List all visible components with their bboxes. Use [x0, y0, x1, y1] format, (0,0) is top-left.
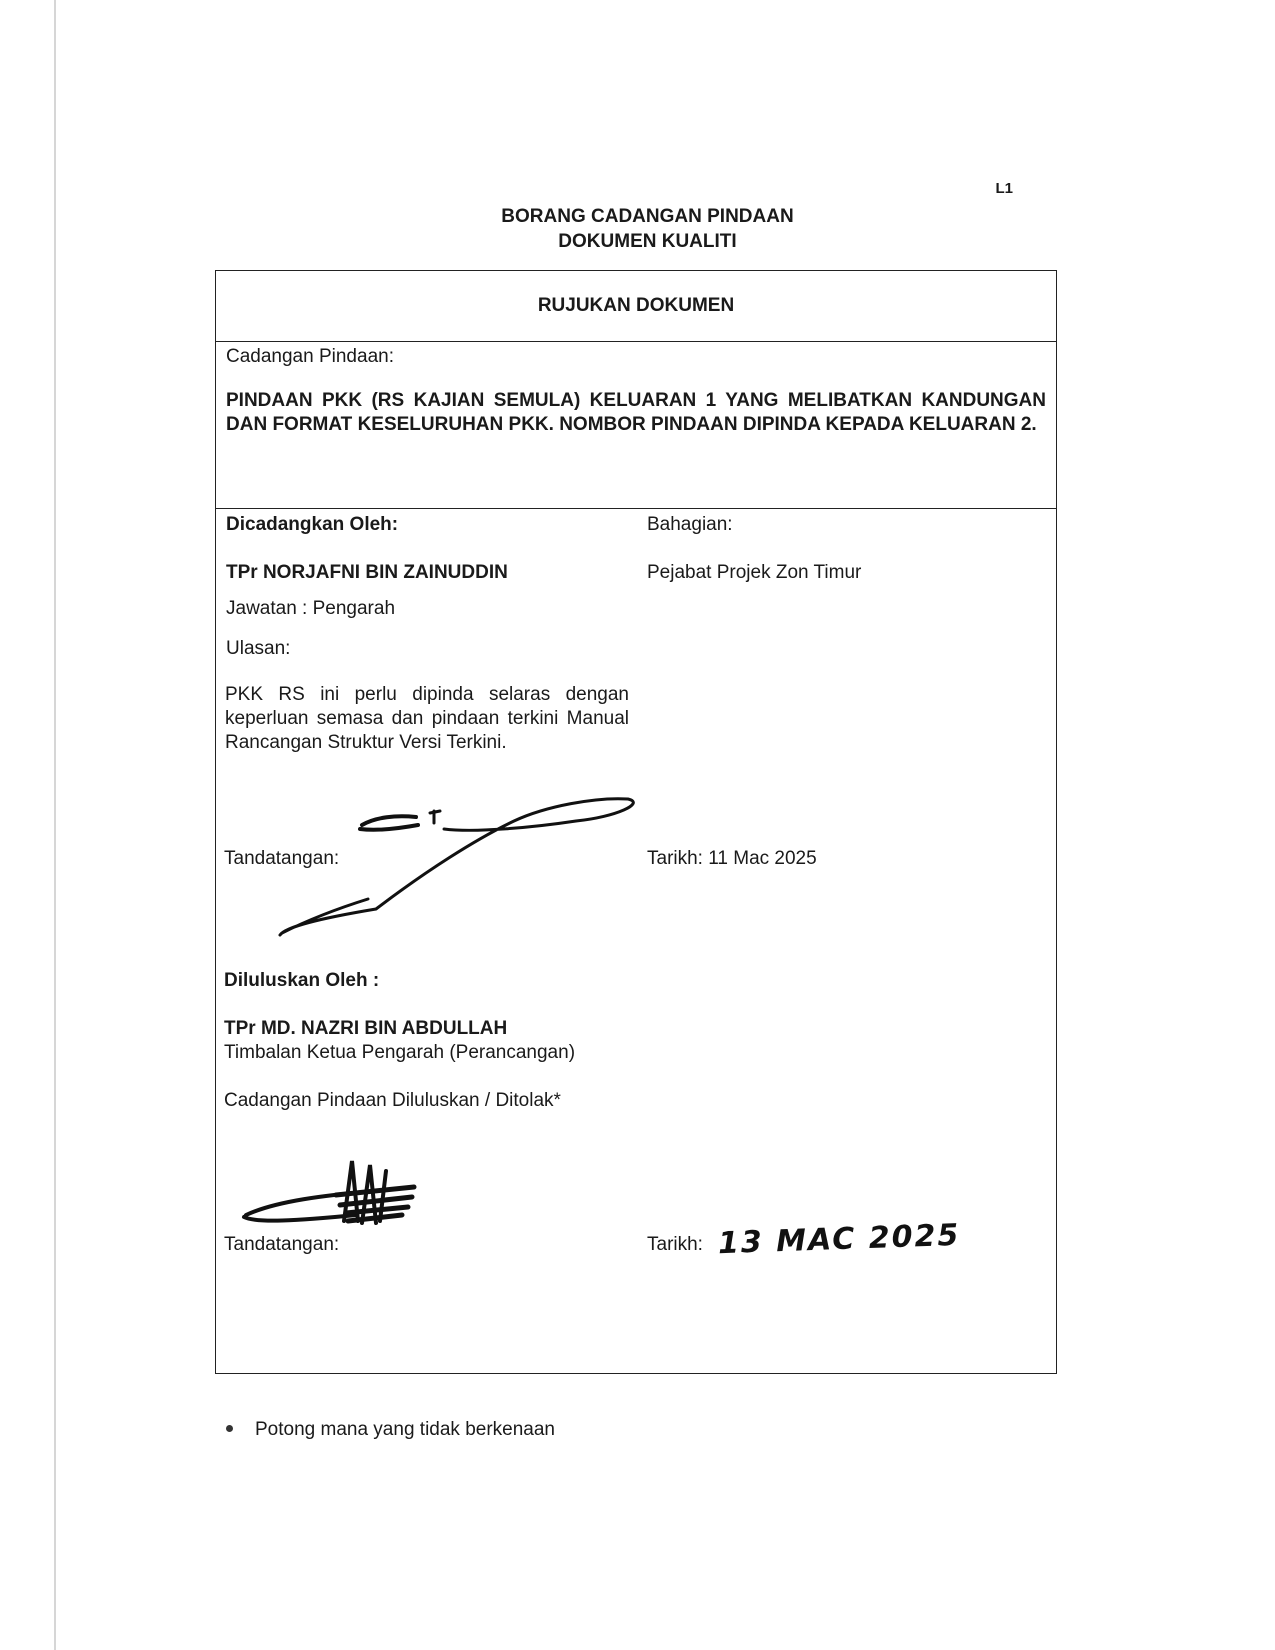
footnote: [226, 1418, 555, 1442]
signature-label-2: Tandatangan:: [224, 1234, 340, 1255]
proposer-position: Jawatan : Pengarah: [226, 598, 396, 619]
approved-by-label: Diluluskan Oleh :: [224, 970, 380, 991]
form-header: RUJUKAN DOKUMEN: [216, 271, 1056, 342]
proposer-name: TPr NORJAFNI BIN ZAINUDDIN: [226, 562, 508, 583]
proposer-signature: [276, 781, 636, 941]
document-title: [0, 204, 1275, 254]
title-line-2: DOKUMEN KUALITI: [558, 231, 737, 252]
date-2-label: Tarikh:: [647, 1234, 703, 1255]
approver-name: TPr MD. NAZRI BIN ABDULLAH: [224, 1018, 508, 1039]
approver-title: Timbalan Ketua Pengarah (Perancangan): [224, 1042, 576, 1063]
amendment-text: PINDAAN PKK (RS KAJIAN SEMULA) KELUARAN 1 YANG MELIBATKAN KANDUNGAN DAN FORMAT KESELURUHAN PKK. NOMBOR PINDAAN DIPINDA KEPADA KELUARAN 2.: [226, 390, 1046, 435]
footnote-text: Potong mana yang tidak berkenaan: [255, 1419, 555, 1440]
division-label: Bahagian:: [647, 514, 733, 535]
handwritten-date: 13 MAC 2025: [717, 1217, 961, 1262]
page-code: L1: [995, 180, 1013, 197]
amendment-label: Cadangan Pindaan:: [226, 346, 394, 367]
bullet-icon: [226, 1425, 233, 1432]
approver-signature: [236, 1151, 436, 1241]
amendment-form: [215, 270, 1057, 1374]
division-value: Pejabat Projek Zon Timur: [647, 562, 862, 583]
signature-label-1: Tandatangan:: [224, 848, 340, 869]
proposed-by-label: Dicadangkan Oleh:: [226, 514, 399, 535]
comments-label: Ulasan:: [226, 638, 291, 659]
decision-text: Cadangan Pindaan Diluluskan / Ditolak*: [224, 1090, 561, 1111]
title-line-1: BORANG CADANGAN PINDAAN: [501, 206, 794, 227]
section-divider: [216, 508, 1056, 509]
comments-text: PKK RS ini perlu dipinda selaras dengan keperluan semasa dan pindaan terkini Manual Rancangan Struktur Versi Terkini.: [225, 684, 629, 753]
date-1: Tarikh: 11 Mac 2025: [647, 848, 817, 869]
